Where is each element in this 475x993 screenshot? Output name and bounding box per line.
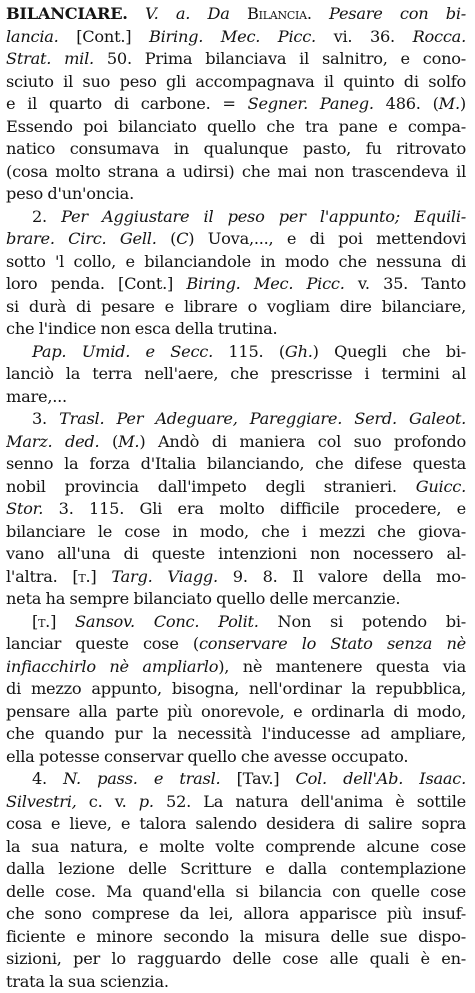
- text-run: (: [99, 432, 118, 451]
- text-run: Non si potendo bi-: [259, 612, 466, 631]
- italic-run: Silvestri,: [6, 792, 77, 811]
- text-line: [6, 251, 466, 274]
- text-line: [6, 813, 466, 836]
- text-line: [6, 183, 466, 206]
- italic-run: Per Aggiustare il peso per l'appunto; Equili-: [61, 207, 466, 226]
- text-run: l'altra. [: [6, 567, 78, 586]
- text-run: delle cose. Ma quand'ella si bilancia con quelle cose: [6, 882, 466, 901]
- text-run: [Tav.]: [220, 769, 295, 788]
- text-run: [: [32, 612, 38, 631]
- italic-run: C: [176, 229, 188, 248]
- text-run: .]: [86, 567, 112, 586]
- text-run: [Cont.]: [59, 27, 149, 46]
- text-run: peso d'un'oncia.: [6, 184, 134, 203]
- text-line: [6, 71, 466, 94]
- text-line: [6, 161, 466, 184]
- text-run: ) Uova,..., e di poi mettendovi: [188, 229, 466, 248]
- text-line: [6, 791, 466, 814]
- text-line: [6, 948, 466, 971]
- italic-run: Biring. Mec. Picc.: [186, 274, 344, 293]
- italic-run: Marz. ded.: [6, 432, 99, 451]
- text-run: trata la sua scienzia.: [6, 972, 169, 991]
- italic-run: Pesare con bi-: [329, 4, 466, 23]
- text-run: .]: [45, 612, 75, 631]
- text-run: bilanciare le cose in modo, che i mezzi che giova-: [6, 522, 466, 541]
- text-line: [6, 206, 466, 229]
- italic-run: Biring. Mec. Picc.: [149, 27, 316, 46]
- italic-run: Trasl. Per Adeguare, Pareggiare. Serd. Galeot.: [59, 409, 466, 428]
- text-run: nobil provincia dall'impeto degli stranieri.: [6, 477, 416, 496]
- text-line: [6, 858, 466, 881]
- text-line: [6, 543, 466, 566]
- italic-run: Stor.: [6, 499, 43, 518]
- small-caps-run: t: [38, 612, 45, 631]
- italic-run: p.: [139, 792, 154, 811]
- text-run: loro penda. [Cont.]: [6, 274, 186, 293]
- text-run: mare,...: [6, 387, 67, 406]
- italic-run: lancia.: [6, 27, 59, 46]
- small-caps-run: t: [78, 567, 85, 586]
- text-line: [6, 363, 466, 386]
- text-line: [6, 566, 466, 589]
- text-run: neta ha sempre bilanciato quello delle mercanzie.: [6, 589, 400, 608]
- text-line: [6, 48, 466, 71]
- headword: BILANCIARE.: [6, 4, 128, 23]
- text-run: vano all'una di queste intenzioni non nocessero al-: [6, 544, 466, 563]
- text-run: di mezzo appunto, bisogna, nell'ordinar la repubblica,: [6, 679, 466, 698]
- text-run: 50. Prima bilanciava il salnitro, e cono-: [94, 49, 466, 68]
- text-line: [6, 836, 466, 859]
- text-line: [6, 26, 466, 49]
- italic-run: Strat. mil.: [6, 49, 94, 68]
- text-run: senno la forza d'Italia bilanciando, che difese questa: [6, 454, 466, 473]
- text-run: sotto 'l collo, e bilanciandole in modo che nessuna di: [6, 252, 466, 271]
- text-run: ) Quegli che bi-: [313, 342, 466, 361]
- text-line: [6, 521, 466, 544]
- text-run: ) Andò di maniera col suo profondo: [139, 432, 466, 451]
- italic-run: Col. dell'Ab. Isaac.: [296, 769, 467, 788]
- italic-run: Targ. Viagg.: [111, 567, 218, 586]
- text-run: [128, 4, 145, 23]
- text-run: sizioni, per lo ragguardo delle cose alle quali è en-: [6, 949, 466, 968]
- text-run: si durà di pesare e librare o vogliam dire bilanciare,: [6, 297, 466, 316]
- text-run: vi. 36.: [316, 27, 413, 46]
- text-run: cosa e lieve, e talora salendo desidera di salire sopra: [6, 814, 466, 833]
- text-line: [6, 296, 466, 319]
- text-run: che quando pur la necessità l'inducesse ad ampliare,: [6, 724, 466, 743]
- text-run: ficiente e minore secondo la misura delle sue dispo-: [6, 927, 466, 946]
- text-line: [6, 431, 466, 454]
- text-run: la sua natura, e molte volte comprende alcune cose: [6, 837, 466, 856]
- italic-run: infiacchirlo nè ampliarlo: [6, 657, 218, 676]
- italic-run: Guicc.: [416, 477, 466, 496]
- text-line: [6, 318, 466, 341]
- text-line: [6, 701, 466, 724]
- italic-run: N. pass. e trasl.: [63, 769, 220, 788]
- text-run: che sono comprese da lei, allora apparisce più insuf-: [6, 904, 466, 923]
- text-run: (: [157, 229, 177, 248]
- text-run: ella potesse conservar quello che avesse occupato.: [6, 747, 408, 766]
- text-line: [6, 611, 466, 634]
- text-run: 486. (: [374, 94, 439, 113]
- italic-run: Gh.: [285, 342, 313, 361]
- text-line: [6, 386, 466, 409]
- text-run: natico consumava in qualunque pasto, fu ritrovato: [6, 139, 466, 158]
- italic-run: V. a. Da: [145, 4, 230, 23]
- text-run: 4.: [32, 769, 63, 788]
- text-line: [6, 768, 466, 791]
- text-line: [6, 341, 466, 364]
- text-line: [6, 881, 466, 904]
- text-run: lanciò la terra nell'aere, che prescrisse i termini al: [6, 364, 466, 383]
- text-line: [6, 138, 466, 161]
- text-run: v. 35. Tanto: [345, 274, 466, 293]
- text-line: [6, 746, 466, 769]
- text-line: [6, 588, 466, 611]
- text-run: dalla lezione delle Scritture e dalla contemplazione: [6, 859, 466, 878]
- text-run: (cosa molto strana a udirsi) che mai non trascendeva il: [6, 162, 466, 181]
- text-run: 3.: [32, 409, 59, 428]
- text-run: lanciar queste cose (: [6, 634, 199, 653]
- text-run: sciuto il suo peso gli accompagnava il quinto di solfo: [6, 72, 466, 91]
- text-run: e il quarto di carbone. =: [6, 94, 248, 113]
- text-line: [6, 723, 466, 746]
- text-line: [6, 453, 466, 476]
- italic-run: brare. Circ. Gell.: [6, 229, 157, 248]
- text-line: [6, 656, 466, 679]
- text-run: ), nè mantenere questa via: [218, 657, 466, 676]
- text-run: 3. 115. Gli era molto difficile procedere, e: [43, 499, 466, 518]
- italic-run: conservare lo Stato senza nè: [199, 634, 466, 653]
- text-run: 115. (: [213, 342, 285, 361]
- text-run: .: [307, 4, 329, 23]
- italic-run: Sansov. Conc. Polit.: [75, 612, 259, 631]
- text-run: che l'indice non esca della trutina.: [6, 319, 277, 338]
- text-line: [6, 273, 466, 296]
- text-run: c. v.: [77, 792, 139, 811]
- text-run: ): [460, 94, 466, 113]
- text-line: [6, 971, 466, 993]
- text-line: [6, 93, 466, 116]
- italic-run: Rocca.: [413, 27, 466, 46]
- text-line: [6, 408, 466, 431]
- dictionary-entry-bilanciare: [6, 3, 466, 993]
- italic-run: M.: [118, 432, 139, 451]
- text-line: [6, 3, 466, 26]
- small-caps-run: Bilancia: [230, 4, 307, 23]
- text-line: [6, 678, 466, 701]
- text-line: [6, 633, 466, 656]
- italic-run: Segner. Paneg.: [248, 94, 374, 113]
- text-run: pensare alla parte più onorevole, e ordinarla di modo,: [6, 702, 466, 721]
- text-line: [6, 228, 466, 251]
- text-line: [6, 903, 466, 926]
- text-run: Essendo poi bilanciato quello che tra pane e compa-: [6, 117, 466, 136]
- italic-run: Pap. Umid. e Secc.: [32, 342, 213, 361]
- text-line: [6, 476, 466, 499]
- text-line: [6, 926, 466, 949]
- text-run: 9. 8. Il valore della mo-: [218, 567, 466, 586]
- text-run: 52. La natura dell'anima è sottile: [154, 792, 466, 811]
- text-run: 2.: [32, 207, 61, 226]
- text-line: [6, 498, 466, 521]
- text-line: [6, 116, 466, 139]
- italic-run: M.: [439, 94, 460, 113]
